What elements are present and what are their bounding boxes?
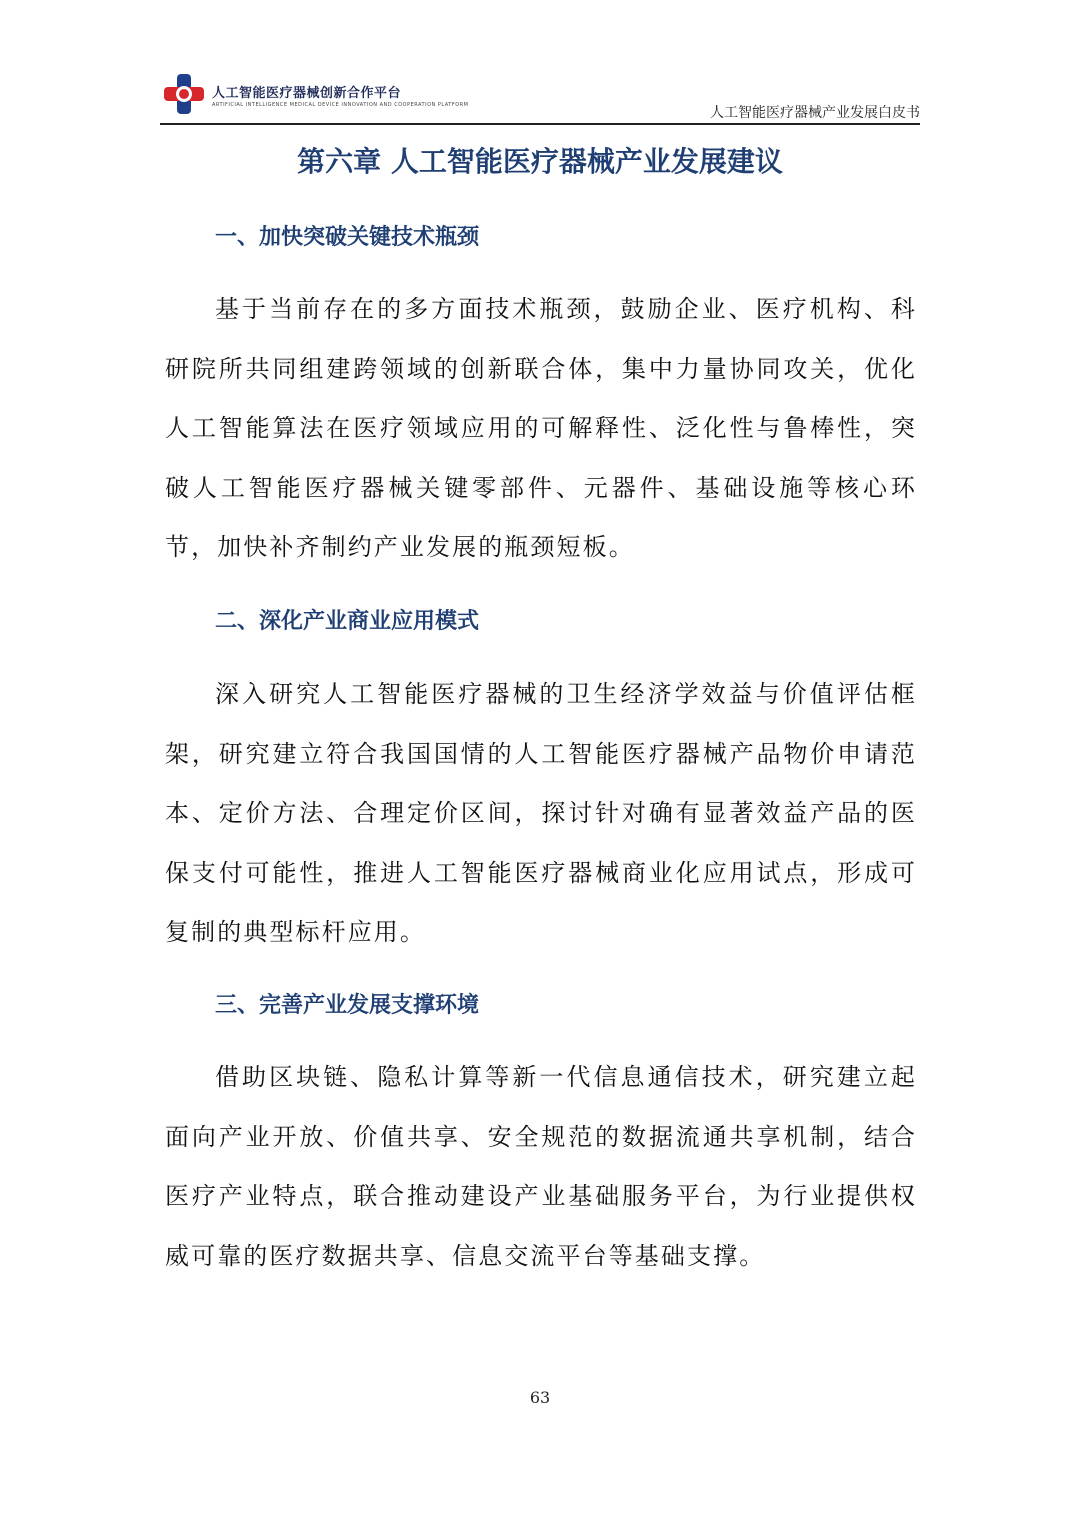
section-body-1: 基于当前存在的多方面技术瓶颈，鼓励企业、医疗机构、科研院所共同组建跨领域的创新联合体，集中力量协同攻关，优化人工智能算法在医疗领域应用的可解释性、泛化性与鲁棒性，突破人工智能医疗器械关键零部件、元器件、基础设施等核心环节，加快补齐制约产业发展的瓶颈短板。 — [165, 295, 917, 561]
page-header — [160, 70, 920, 126]
section-body-3: 借助区块链、隐私计算等新一代信息通信技术，研究建立起面向产业开放、价值共享、安全规范的数据流通共享机制，结合医疗产业特点，联合推动建设产业基础服务平台，为行业提供权威可靠的医疗数据共享、信息交流平台等基础支撑。 — [165, 1063, 917, 1270]
organization-name-english: ARTIFICIAL INTELLIGENCE MEDICAL DEVICE INNOVATION AND COOPERATION PLATFORM — [212, 102, 469, 108]
section-heading-2: 二、深化产业商业应用模式 — [215, 609, 480, 634]
header-rule — [160, 123, 920, 125]
organization-name: 人工智能医疗器械创新合作平台 — [212, 86, 402, 101]
section-heading-3: 三、完善产业发展支撑环境 — [215, 993, 480, 1018]
section-heading-1: 一、加快突破关键技术瓶颈 — [215, 225, 480, 250]
cross-logo-icon — [160, 70, 208, 118]
page-number: 63 — [529, 1388, 551, 1407]
chapter-title: 第六章 人工智能医疗器械产业发展建议 — [297, 145, 783, 178]
section-body-2: 深入研究人工智能医疗器械的卫生经济学效益与价值评估框架，研究建立符合我国国情的人工智能医疗器械产品物价申请范本、定价方法、合理定价区间，探讨针对确有显著效益产品的医保支付可能性，推进人工智能医疗器械商业化应用试点，形成可复制的典型标杆应用。 — [165, 680, 917, 946]
document-title: 人工智能医疗器械产业发展白皮书 — [710, 105, 920, 121]
